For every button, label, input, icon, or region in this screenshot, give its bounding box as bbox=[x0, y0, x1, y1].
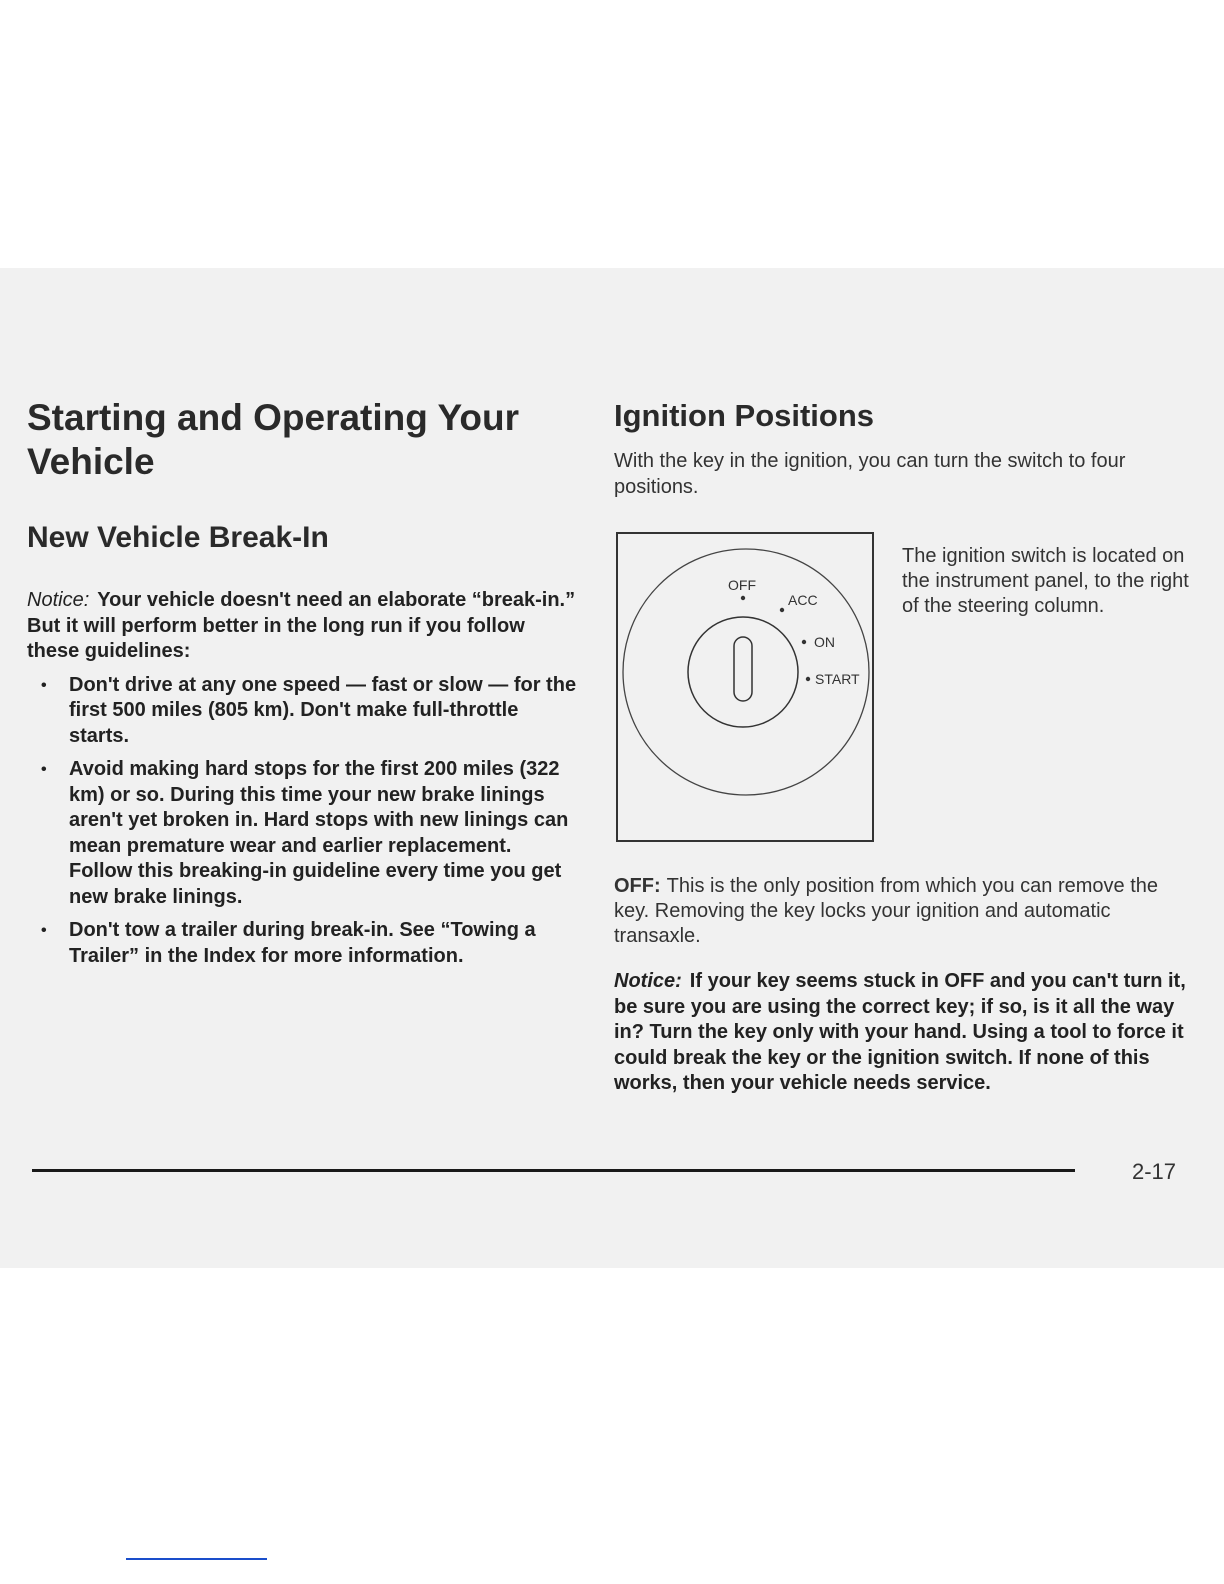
list-item-text: Don't tow a trailer during break-in. See “Towing a Trailer” in the Index for more information. bbox=[69, 919, 536, 967]
stuck-key-notice bbox=[614, 969, 1194, 1097]
diagram-row bbox=[614, 524, 1194, 874]
on-position-dot bbox=[802, 640, 806, 644]
right-column bbox=[614, 396, 1194, 1097]
notice-label: Notice: bbox=[27, 589, 90, 611]
off-description bbox=[614, 874, 1194, 949]
list-item bbox=[27, 673, 577, 750]
off-description-text: This is the only position from which you can remove the key. Removing the key locks your ignition and automatic transaxle. bbox=[614, 875, 1158, 947]
switch-location-text: The ignition switch is located on the instrument panel, to the right of the steering column. bbox=[902, 545, 1189, 617]
section-title: Starting and Operating Your Vehicle bbox=[27, 397, 520, 482]
list-item-text: Don't drive at any one speed — fast or slow — for the first 500 miles (805 km). Don't make full-throttle starts. bbox=[69, 673, 577, 747]
start-label: START bbox=[815, 671, 860, 687]
left-column bbox=[27, 396, 577, 977]
notice-text: Your vehicle doesn't need an elaborate “break-in.” But it will perform better in the long run if you follow these guidelines: bbox=[27, 589, 576, 662]
list-item bbox=[27, 757, 577, 910]
off-label: OFF bbox=[728, 577, 756, 593]
footer-rule bbox=[32, 1169, 1075, 1172]
notice-label: Notice: bbox=[614, 970, 682, 992]
acc-position-dot bbox=[780, 608, 784, 612]
bullet-icon: • bbox=[41, 922, 47, 939]
list-item-text: Avoid making hard stops for the first 200 miles (322 km) or so. During this time your new brake linings aren't yet broken in. Hard stops with new linings can mean premature wear and earlier replacement. Follow this breaking-in guideline every time you get new brake linings. bbox=[69, 758, 569, 908]
subsection-title: New Vehicle Break-In bbox=[27, 521, 329, 554]
list-item bbox=[27, 918, 577, 969]
link-underline bbox=[126, 1558, 267, 1560]
bullet-icon: • bbox=[41, 761, 47, 778]
page-number: 2-17 bbox=[1132, 1159, 1177, 1184]
acc-label: ACC bbox=[788, 592, 818, 608]
ignition-intro: With the key in the ignition, you can turn the switch to four positions. bbox=[614, 450, 1126, 498]
on-label: ON bbox=[814, 634, 835, 650]
off-position-dot bbox=[741, 596, 745, 600]
ignition-title: Ignition Positions bbox=[614, 398, 875, 433]
off-description-label: OFF: bbox=[614, 875, 661, 897]
notice-text: If your key seems stuck in OFF and you can't turn it, be sure you are using the correct key; if so, is it all the way in? Turn the key only with your hand. Using a tool to force it could break the key or the ignition switch. If none of this works, then your vehicle needs service. bbox=[614, 970, 1186, 1094]
guideline-list bbox=[27, 673, 577, 970]
start-position-dot bbox=[806, 677, 810, 681]
bullet-icon: • bbox=[41, 676, 47, 694]
ignition-switch-diagram bbox=[616, 532, 874, 842]
break-in-notice bbox=[27, 588, 577, 665]
